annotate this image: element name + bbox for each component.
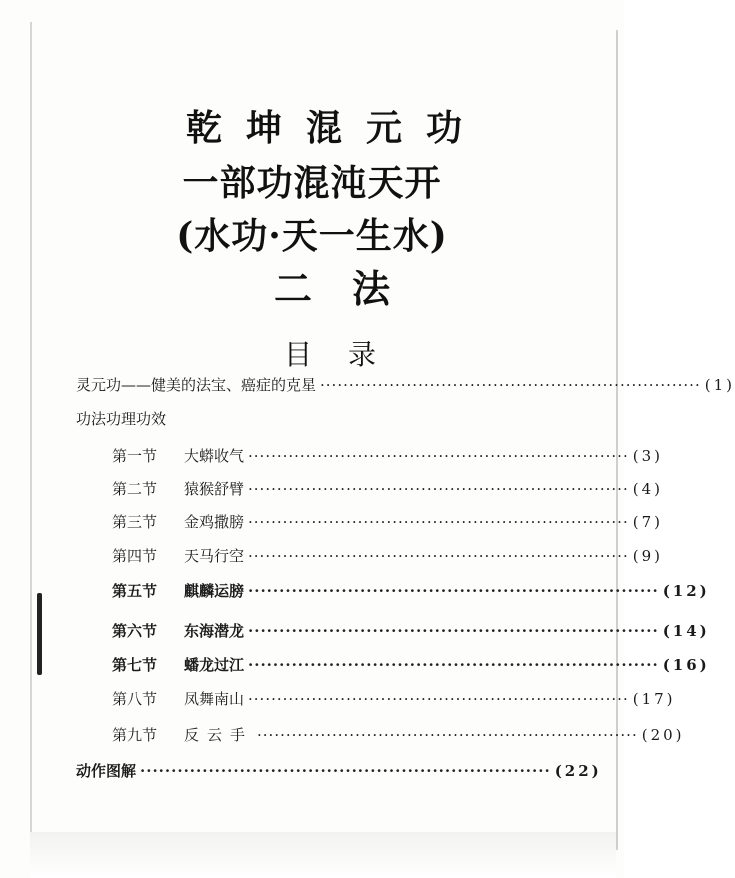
toc-leader-dots: ·································································· (140, 762, 551, 780)
subtitle-parenthetical: (水功·天一生水) (176, 215, 448, 257)
toc-leader-dots: ·································································· (248, 513, 629, 531)
part-heading: 二法 (273, 266, 430, 311)
toc-entry-section-3[interactable] (112, 511, 663, 532)
toc-page-number: (7) (632, 513, 663, 531)
toc-entry-section-9[interactable] (112, 724, 685, 745)
main-title: 乾坤混元功 (185, 107, 486, 149)
toc-leader-dots: ·································································· (248, 447, 629, 465)
toc-entry-label: 凤舞南山 (184, 690, 245, 708)
toc-leader-dots: ·································································· (257, 726, 638, 744)
toc-page-number: (14) (662, 622, 710, 640)
toc-entry-illustrations[interactable] (76, 760, 602, 781)
toc-heading: 目录 (283, 338, 412, 371)
toc-section-number: 第五节 (112, 582, 158, 600)
toc-section-number: 第四节 (112, 547, 158, 565)
toc-page-number: (16) (662, 656, 710, 674)
toc-entry-label: 天马行空 (184, 547, 245, 565)
toc-entry-label: 动作图解 (76, 762, 137, 780)
toc-section-number: 第七节 (112, 656, 158, 674)
toc-entry-section-5[interactable] (112, 580, 710, 601)
toc-entry-method-heading[interactable] (76, 408, 166, 429)
toc-entry-label: 金鸡撒膀 (184, 513, 245, 531)
toc-section-number: 第六节 (112, 622, 158, 640)
toc-entry-label: 麒麟运膀 (184, 582, 245, 600)
toc-entry-label: 蟠龙过江 (184, 656, 245, 674)
toc-page-number: (12) (662, 582, 710, 600)
toc-entry-section-7[interactable] (112, 654, 710, 675)
toc-page-number: (1) (704, 376, 735, 394)
toc-entry-label: 灵元功——健美的法宝、癌症的克星 (76, 376, 317, 394)
toc-leader-dots: ·································································· (248, 582, 659, 600)
toc-section-number: 第一节 (112, 447, 158, 465)
toc-page-number: (3) (632, 447, 663, 465)
toc-leader-dots: ·································································· (248, 547, 629, 565)
toc-section-number: 第三节 (112, 513, 158, 531)
toc-entry-label: 猿猴舒臂 (184, 480, 245, 498)
toc-leader-dots: ·································································· (320, 376, 701, 394)
toc-page-number: (4) (632, 480, 663, 498)
toc-entry-label: 东海潜龙 (184, 622, 245, 640)
toc-page-number: (22) (554, 762, 602, 780)
toc-entry-section-2[interactable] (112, 478, 663, 499)
binding-mark (37, 593, 42, 675)
toc-page-number: (20) (641, 726, 685, 744)
toc-entry-lingyuangong[interactable] (76, 374, 735, 395)
toc-entry-label: 反云手 (184, 726, 254, 744)
toc-leader-dots: ·································································· (248, 480, 629, 498)
toc-section-number: 第九节 (112, 726, 158, 744)
toc-entry-label: 大蟒收气 (184, 447, 245, 465)
subtitle: 一部功混沌天开 (182, 162, 442, 204)
toc-page-number: (9) (632, 547, 663, 565)
toc-entry-section-6[interactable] (112, 620, 710, 641)
toc-entry-section-4[interactable] (112, 545, 663, 566)
page-bottom-shadow (30, 832, 616, 878)
toc-entry-label: 功法功理功效 (76, 410, 167, 428)
toc-section-number: 第八节 (112, 690, 158, 708)
toc-leader-dots: ·································································· (248, 656, 659, 674)
toc-leader-dots: ·································································· (248, 690, 629, 708)
toc-page-number: (17) (632, 690, 676, 708)
toc-entry-section-1[interactable] (112, 445, 663, 466)
toc-section-number: 第二节 (112, 480, 158, 498)
toc-entry-section-8[interactable] (112, 688, 676, 709)
toc-leader-dots: ·································································· (248, 622, 659, 640)
